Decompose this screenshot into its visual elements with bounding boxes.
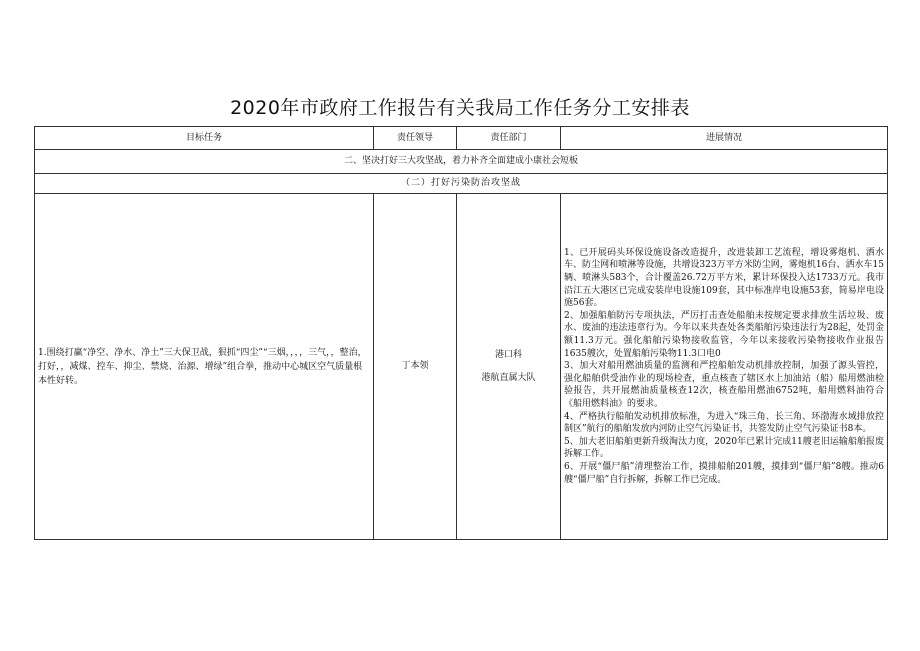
progress-item: 6、开展“僵尸船”清理整治工作，摸排船舶201艘，摸排到“僵尸船”8艘。推动6艘“僵尸船”自行拆解，拆解工作已完成。 (564, 461, 884, 485)
progress-item: 4、严格执行船舶发动机排放标准，为进入“珠三角、长三角、环渤海水域排放控制区”航行的船舶发放内河防止空气污染证书，共签发防止空气污染证书8本。 (564, 411, 884, 435)
table-header-row (35, 127, 888, 150)
task-allocation-table (34, 126, 888, 540)
subsection-heading: （二）打好污染防治攻坚战 (35, 174, 888, 194)
progress-item: 3、加大对船用燃油质量的监测和严控船舶发动机排放控制，加强了源头管控，强化船舶供受油作业的现场检查，重点核查了辖区水上加油站（船）船用燃油检验报告，共开展燃油质量核查12次，核查船用燃油6752吨，船用燃料油符合《船用燃料油》的要求。 (564, 361, 884, 409)
header-leader: 责任领导 (374, 127, 457, 150)
department-item: 港航直属大队 (481, 372, 536, 383)
task-progress (561, 194, 888, 540)
document-title: 2020年市政府工作报告有关我局工作任务分工安排表 (230, 97, 690, 119)
section-heading: 二、坚决打好三大攻坚战，着力补齐全面建成小康社会短板 (35, 150, 888, 174)
task-leader: 丁本领 (374, 194, 457, 540)
task-target: 1.围绕打赢“净空、净水、净土”三大保卫战，狠抓“四尘”“三烟，，，，三气，，整治，打好，，减煤、控车、抑尘、禁烧、治源、增绿”组合拳，推动中心城区空气质量根本性好转。 (35, 194, 374, 540)
progress-item: 5、加大老旧船舶更新升级淘汰力度，2020年已累计完成11艘老旧运输船舶报废拆解工作。 (564, 436, 884, 460)
table-row (35, 194, 888, 540)
subsection-row (35, 174, 888, 194)
section-row (35, 150, 888, 174)
department-item: 港口科 (494, 349, 522, 360)
header-progress: 进展情况 (561, 127, 888, 150)
progress-item: 1、已开展码头环保设施设备改造提升，改进装卸工艺流程，增设雾炮机、洒水车、防尘网和喷淋等设施，共增设323万平方米防尘网，雾炮机16台、洒水车15辆、喷淋头583个，合计覆盖26.72万平方米，累计环保投入达1733万元。我市沿江五大港区已完成安装岸电设施109套，其中标准岸电设施53套，简易岸电设施56套。 (564, 247, 884, 309)
header-target: 目标任务 (35, 127, 374, 150)
progress-item: 2、加强船舶防污专项执法，严厉打击查处船舶未按规定要求排放生活垃圾、废水、废油的违法违章行为。今年以来共查处各类船舶污染违法行为28起，处罚金额11.3万元。强化船舶污染物接收监管，今年以来接收污染物接收作业报告1635艘次，处置船舶污染物11.3口电0 (564, 310, 884, 359)
task-departments (457, 194, 561, 540)
header-department: 责任部门 (457, 127, 561, 150)
